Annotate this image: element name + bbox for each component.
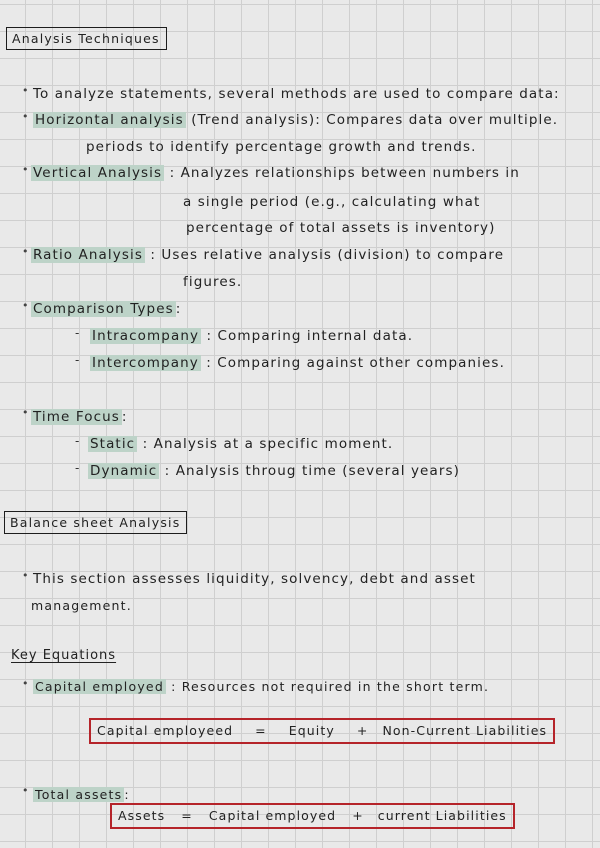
capital-employed-desc: : Resources not required in the short term. <box>171 679 490 694</box>
intercompany-term: Intercompany <box>92 355 199 371</box>
capital-employed-term: Capital employed <box>35 679 164 694</box>
dynamic-term: Dynamic <box>90 463 158 479</box>
ratio-term: Ratio Analysis <box>33 247 143 263</box>
bullet: • <box>22 163 29 176</box>
static-desc: : Analysis at a specific moment. <box>142 436 394 452</box>
horizontal-desc: (Trend analysis): Compares data over multiple. <box>191 112 559 128</box>
vertical-line-3: percentage of total assets is inventory) <box>186 220 496 236</box>
horizontal-line-2: periods to identify percentage growth and trends. <box>86 139 477 155</box>
dash: - <box>75 434 80 448</box>
dash: - <box>75 353 80 367</box>
analysis-techniques-heading: Analysis Techniques <box>6 27 167 50</box>
bullet: • <box>22 677 29 690</box>
bullet: • <box>22 299 29 312</box>
horizontal-line-1 <box>33 111 558 129</box>
dash: - <box>75 461 80 475</box>
vertical-desc: : Analyzes relationships between numbers in <box>169 165 520 181</box>
vertical-line-1 <box>31 164 520 182</box>
bullet: • <box>22 784 29 797</box>
eq-lhs: Assets <box>118 808 166 823</box>
eq-term-1: Equity <box>288 723 335 738</box>
horizontal-term: Horizontal analysis <box>35 112 184 128</box>
eq-plus: + <box>356 723 369 738</box>
balance-sheet-heading: Balance sheet Analysis <box>4 511 187 534</box>
dynamic-desc: : Analysis throug time (several years) <box>164 463 460 479</box>
comparison-types-line <box>31 300 181 318</box>
vertical-term: Vertical Analysis <box>33 165 163 181</box>
bullet: • <box>22 84 29 97</box>
bullet: • <box>22 406 29 419</box>
total-assets-line <box>33 786 130 804</box>
time-focus-suffix: : <box>121 409 128 425</box>
total-assets-term: Total assets <box>35 787 123 802</box>
assets-equation <box>110 803 515 829</box>
intracompany-term: Intracompany <box>92 328 200 344</box>
eq-term-2: Non-Current Liabilities <box>382 723 548 738</box>
dynamic-line <box>88 462 460 480</box>
ratio-line-2: figures. <box>183 274 243 290</box>
eq-term-1: Capital employed <box>208 808 337 823</box>
bullet: • <box>22 110 29 123</box>
eq-plus: + <box>352 808 364 823</box>
dash: - <box>75 326 80 340</box>
intracompany-line <box>90 327 413 345</box>
intro-text: To analyze statements, several methods are used to compare data: <box>33 86 560 102</box>
ratio-line-1 <box>31 246 504 264</box>
capital-employed-equation <box>89 718 555 744</box>
time-focus-term: Time Focus <box>33 409 120 425</box>
eq-lhs: Capital employeed <box>97 723 234 738</box>
intracompany-desc: : Comparing internal data. <box>206 328 414 344</box>
static-term: Static <box>90 436 136 452</box>
balance-sheet-line-1: This section assesses liquidity, solvency, debt and asset <box>33 571 476 587</box>
key-equations-heading: Key Equations <box>11 648 117 663</box>
time-focus-line <box>31 408 128 426</box>
intercompany-line <box>90 354 505 372</box>
eq-term-2: current Liabilities <box>377 808 507 823</box>
comparison-term: Comparison Types <box>33 301 174 317</box>
comparison-suffix: : <box>175 301 182 317</box>
intercompany-desc: : Comparing against other companies. <box>206 355 505 371</box>
eq-equals: = <box>181 808 193 823</box>
vertical-line-2: a single period (e.g., calculating what <box>183 194 481 210</box>
static-line <box>88 435 393 453</box>
ratio-desc: : Uses relative analysis (division) to compare <box>150 247 505 263</box>
bullet: • <box>22 245 29 258</box>
capital-employed-line <box>33 678 489 696</box>
bullet: • <box>22 569 29 582</box>
eq-equals: = <box>255 723 267 738</box>
total-assets-suffix: : <box>124 787 130 802</box>
balance-sheet-line-2: management. <box>31 598 132 613</box>
